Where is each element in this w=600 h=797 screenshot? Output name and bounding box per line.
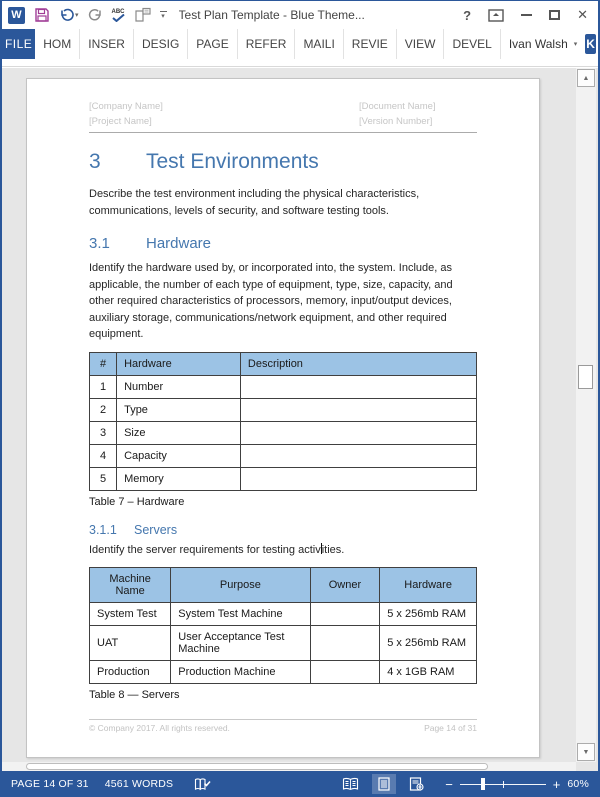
view-shortcuts — [337, 774, 429, 794]
read-mode-icon — [342, 777, 359, 791]
table-cell[interactable] — [240, 375, 476, 398]
zoom-out-button[interactable]: − — [445, 776, 453, 792]
horizontal-scroll-thumb[interactable] — [26, 763, 488, 770]
table-cell[interactable] — [310, 603, 380, 626]
spelling-grammar-button[interactable] — [112, 5, 125, 25]
paragraph-servers[interactable]: Identify the server requirements for testing activities. — [89, 543, 345, 556]
page-header[interactable] — [89, 99, 477, 133]
minimize-icon — [521, 14, 532, 16]
table-row — [90, 467, 477, 490]
heading-number: 3.1 — [89, 235, 110, 252]
redo-button[interactable] — [88, 5, 103, 25]
horizontal-scrollbar[interactable] — [2, 762, 576, 771]
scroll-up-button[interactable]: ▲ — [577, 69, 595, 87]
table-cell[interactable]: Size — [117, 421, 241, 444]
zoom-controls — [429, 777, 598, 791]
heading-servers[interactable] — [89, 523, 477, 537]
user-name: Ivan Walsh — [508, 37, 568, 51]
table-cell[interactable]: Memory — [117, 467, 241, 490]
table-cell[interactable] — [240, 444, 476, 467]
table-cell[interactable] — [310, 661, 380, 684]
ribbon-display-options-icon — [488, 9, 504, 22]
qat-bar-icon — [160, 11, 167, 12]
vertical-scrollbar[interactable] — [576, 68, 596, 762]
table-header-cell[interactable]: # — [90, 352, 117, 375]
table-cell[interactable]: 3 — [90, 421, 117, 444]
undo-dropdown-caret[interactable]: ▾ — [75, 11, 79, 19]
undo-icon — [59, 8, 75, 23]
table-row — [90, 375, 477, 398]
help-button[interactable]: ? — [463, 7, 472, 23]
zoom-slider-center-tick — [503, 781, 505, 788]
ribbon-tabs — [35, 29, 500, 59]
redo-icon — [88, 8, 103, 23]
table-cell[interactable]: System Test — [90, 603, 171, 626]
table-cell[interactable]: 1 — [90, 375, 117, 398]
window-title: Test Plan Template - Blue Theme... — [178, 8, 365, 22]
table-row — [90, 603, 477, 626]
tab-page[interactable]: PAGE — [187, 29, 236, 59]
table-header-cell[interactable]: Hardware — [117, 352, 241, 375]
page-number-text: Page 14 of 31 — [424, 723, 477, 733]
zoom-slider-thumb[interactable] — [481, 778, 485, 790]
heading-text: Servers — [134, 522, 178, 537]
heading-hardware[interactable] — [89, 235, 477, 252]
heading-text: Hardware — [146, 235, 212, 252]
web-layout-icon — [409, 777, 424, 791]
table-row — [90, 444, 477, 467]
paragraph-test-environments[interactable]: Describe the test environment including the physical characteristics, communications, levels of security, and software testing tools. — [89, 188, 420, 217]
table-cell[interactable] — [240, 398, 476, 421]
tab-desig[interactable]: DESIG — [133, 29, 187, 59]
scroll-down-button[interactable]: ▼ — [577, 743, 595, 761]
table-cell[interactable] — [310, 626, 380, 661]
table-cell[interactable]: 2 — [90, 398, 117, 421]
table-caption-servers[interactable]: Table 8 — Servers — [89, 689, 180, 701]
document-popup-button[interactable] — [134, 5, 151, 25]
table-cell[interactable]: 5 x 256mb RAM — [380, 603, 477, 626]
document-popup-icon — [134, 7, 151, 23]
close-button[interactable]: ✕ — [577, 7, 588, 22]
table-cell[interactable]: 4 x 1GB RAM — [380, 661, 477, 684]
status-bar — [2, 771, 598, 797]
table-row — [90, 661, 477, 684]
table-caption-hardware[interactable]: Table 7 – Hardware — [89, 495, 185, 508]
table-cell[interactable]: UAT — [90, 626, 171, 661]
chevron-down-icon: ▾ — [573, 40, 578, 48]
proofing-status-button[interactable] — [189, 774, 216, 795]
table-cell[interactable]: 5 — [90, 467, 117, 490]
zoom-in-button[interactable]: + — [552, 776, 561, 792]
table-row — [90, 421, 477, 444]
save-button[interactable] — [34, 5, 50, 25]
table-header-cell[interactable]: Hardware — [380, 568, 477, 603]
tab-inser[interactable]: INSER — [79, 29, 133, 59]
table-row — [90, 398, 477, 421]
table-cell[interactable]: Type — [117, 398, 241, 421]
servers-table[interactable] — [89, 567, 477, 684]
table-header-row — [90, 568, 477, 603]
table-header-cell[interactable]: Owner — [310, 568, 380, 603]
word-logo-icon: W — [8, 7, 25, 24]
tab-revie[interactable]: REVIE — [343, 29, 396, 59]
table-cell[interactable] — [240, 467, 476, 490]
collapsed-ribbon-strip — [2, 59, 598, 67]
heading-number: 3.1.1 — [89, 522, 117, 537]
page-footer[interactable] — [89, 719, 477, 733]
heading-test-environments[interactable] — [89, 150, 477, 174]
page-count-status[interactable]: PAGE 14 OF 31 — [11, 778, 89, 790]
print-layout-icon — [377, 777, 391, 791]
ribbon-tab-row — [2, 29, 598, 59]
minimize-button[interactable] — [521, 14, 532, 16]
table-row — [90, 626, 477, 661]
company-name-placeholder: [Company Name] — [89, 101, 163, 112]
title-bar — [2, 1, 598, 29]
web-layout-button[interactable] — [404, 774, 429, 794]
ribbon-display-options-button[interactable] — [488, 9, 504, 22]
table-cell[interactable]: 5 x 256mb RAM — [380, 626, 477, 661]
table-header-cell[interactable]: Description — [240, 352, 476, 375]
hardware-table[interactable] — [89, 352, 477, 491]
document-name-placeholder: [Document Name] — [359, 101, 436, 112]
customize-qat-button[interactable] — [160, 5, 167, 25]
table-cell[interactable]: Production Machine — [171, 661, 310, 684]
table-header-cell[interactable]: Machine Name — [90, 568, 171, 603]
zoom-level[interactable]: 60% — [567, 778, 589, 790]
check-icon — [112, 14, 125, 22]
window-controls — [463, 7, 592, 23]
tab-maili[interactable]: MAILI — [294, 29, 342, 59]
table-cell[interactable]: 4 — [90, 444, 117, 467]
heading-text: Test Environments — [146, 150, 319, 173]
abc-label: ABC — [111, 8, 125, 15]
zoom-slider[interactable] — [460, 777, 546, 791]
tab-file[interactable]: FILE — [2, 29, 35, 59]
vertical-scroll-thumb[interactable] — [578, 365, 593, 389]
read-mode-button[interactable] — [337, 774, 364, 794]
version-number-placeholder: [Version Number] — [359, 116, 433, 127]
save-icon — [34, 7, 50, 23]
avatar[interactable]: K — [585, 34, 596, 54]
copyright-text: © Company 2017. All rights reserved. — [89, 723, 230, 733]
word-count-status[interactable]: 4561 WORDS — [104, 778, 174, 790]
undo-button[interactable] — [59, 5, 79, 25]
document-page[interactable] — [26, 78, 540, 758]
tab-devel[interactable]: DEVEL — [443, 29, 499, 59]
tab-hom[interactable]: HOM — [43, 37, 72, 51]
heading-number: 3 — [89, 150, 101, 173]
project-name-placeholder: [Project Name] — [89, 116, 152, 127]
table-header-cell[interactable]: Purpose — [171, 568, 310, 603]
table-header-row — [90, 352, 477, 375]
quick-access-toolbar — [8, 5, 167, 25]
print-layout-button[interactable] — [372, 774, 396, 794]
table-cell[interactable]: User Acceptance Test Machine — [171, 626, 310, 661]
user-account-menu[interactable] — [500, 29, 585, 59]
chevron-down-icon: ▾ — [161, 12, 165, 20]
table-cell[interactable]: Number — [117, 375, 241, 398]
table-cell[interactable] — [240, 421, 476, 444]
maximize-icon — [549, 10, 560, 20]
document-workspace — [2, 68, 598, 771]
tab-refer[interactable]: REFER — [237, 29, 295, 59]
proofing-icon — [194, 777, 211, 792]
tab-view[interactable]: VIEW — [396, 29, 444, 59]
maximize-button[interactable] — [549, 10, 560, 20]
table-cell[interactable]: Capacity — [117, 444, 241, 467]
paragraph-hardware[interactable]: Identify the hardware used by, or incorporated into, the system. Include, as applicable, the number of each type of equipment, type, size, capacity, and other required characteristics of processors, memory, input/output devices, auxiliary storage, communications/network equipment, and other required equipment. — [89, 262, 453, 340]
table-cell[interactable]: Production — [90, 661, 171, 684]
table-cell[interactable]: System Test Machine — [171, 603, 310, 626]
